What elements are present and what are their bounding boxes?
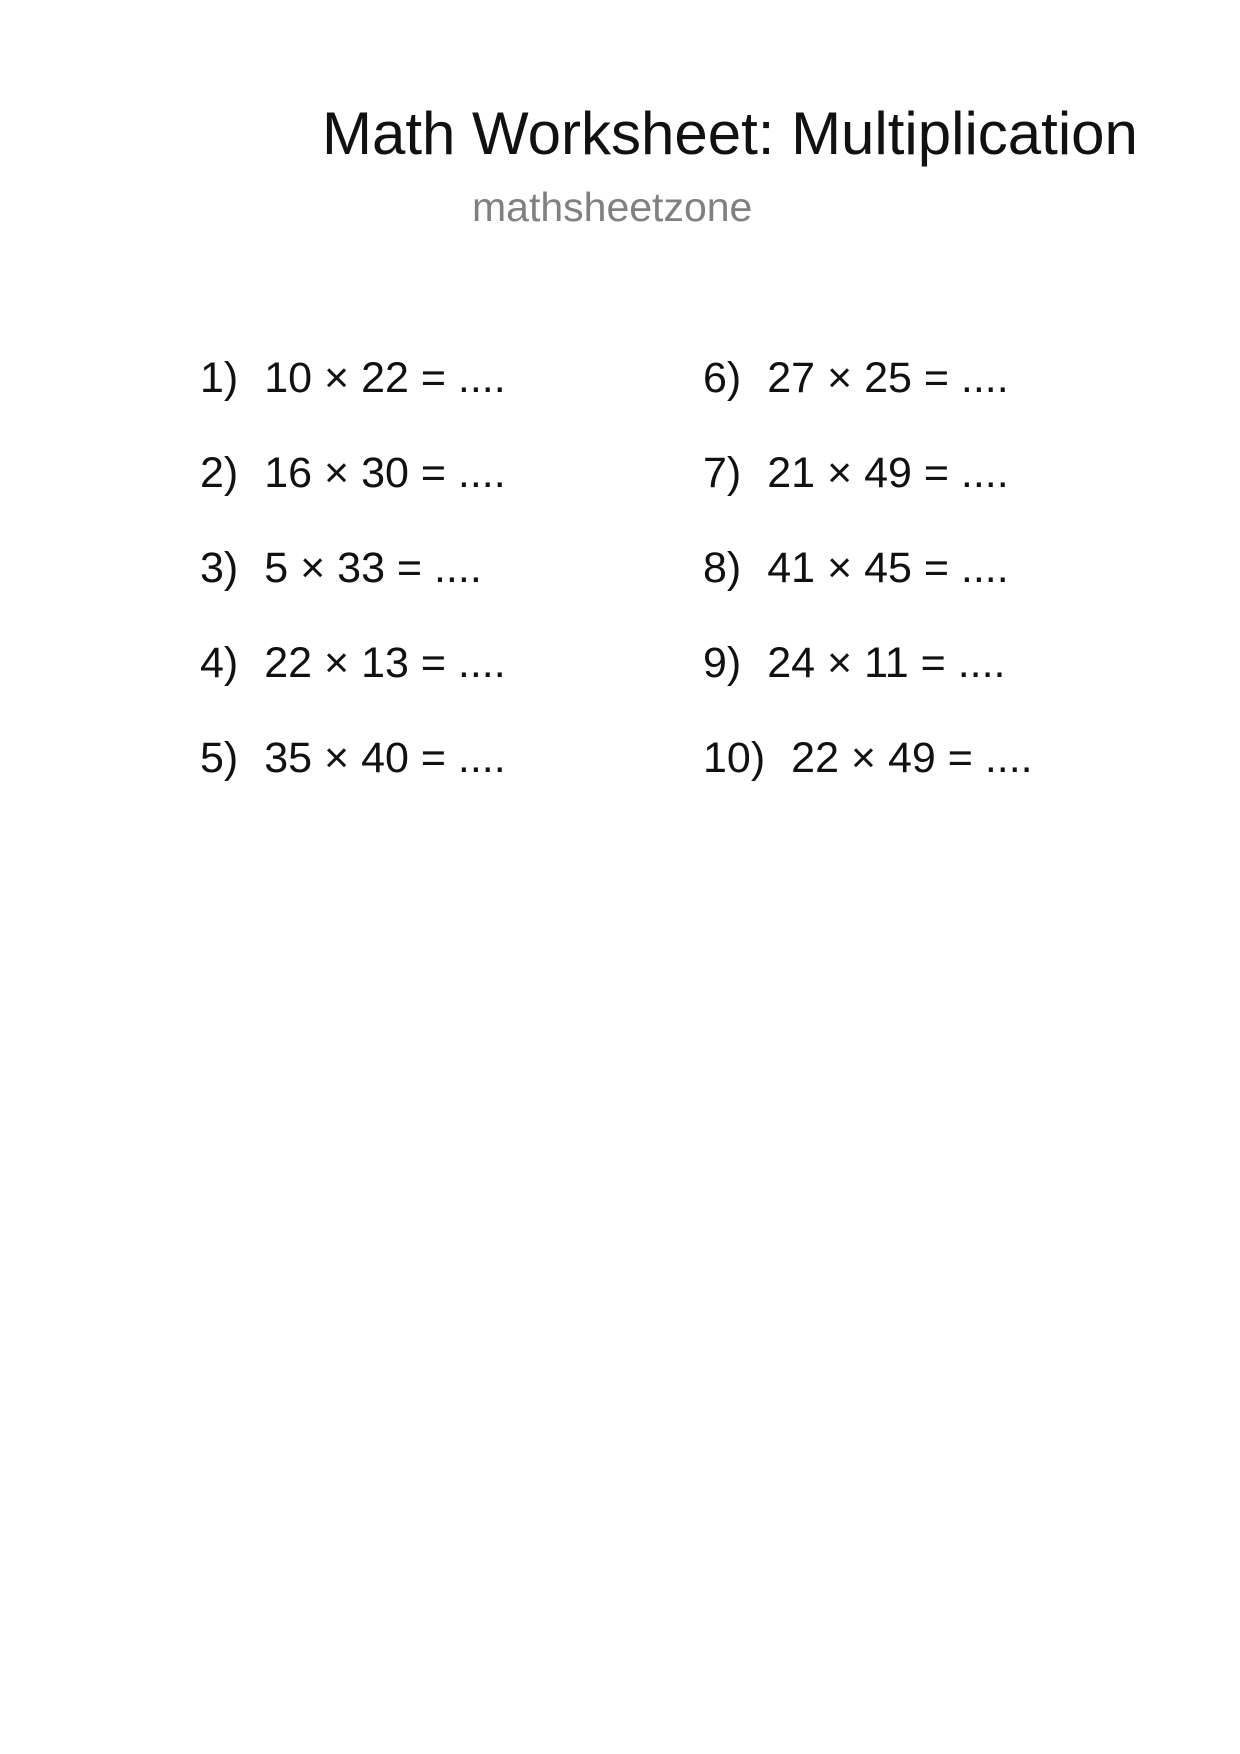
problem-number: 6) xyxy=(703,354,742,402)
problem-number: 7) xyxy=(703,449,742,497)
problem-item xyxy=(703,538,1033,633)
problem-expression: 21 × 49 = .... xyxy=(767,449,1009,497)
problem-number: 9) xyxy=(703,639,742,687)
problem-expression: 22 × 49 = .... xyxy=(791,734,1033,782)
problem-expression: 24 × 11 = .... xyxy=(767,639,1006,687)
problem-item xyxy=(703,348,1033,443)
problem-expression: 41 × 45 = .... xyxy=(767,544,1009,592)
problems-column-right xyxy=(703,348,1033,823)
problem-number: 2) xyxy=(200,449,239,497)
problem-number: 10) xyxy=(703,734,766,782)
page-title: Math Worksheet: Multiplication xyxy=(322,100,1138,167)
problem-item xyxy=(703,443,1033,538)
problem-item xyxy=(200,348,506,443)
problem-expression: 5 × 33 = .... xyxy=(264,544,482,592)
problem-number: 8) xyxy=(703,544,742,592)
problem-expression: 35 × 40 = .... xyxy=(264,734,506,782)
problem-expression: 16 × 30 = .... xyxy=(264,449,506,497)
problem-item xyxy=(703,633,1033,728)
problem-expression: 22 × 13 = .... xyxy=(264,639,506,687)
problem-number: 3) xyxy=(200,544,239,592)
problem-number: 1) xyxy=(200,354,239,402)
problem-item xyxy=(200,633,506,728)
problem-number: 4) xyxy=(200,639,239,687)
problem-expression: 27 × 25 = .... xyxy=(767,354,1009,402)
problems-column-left xyxy=(200,348,506,823)
problem-item xyxy=(703,728,1033,823)
problem-item xyxy=(200,443,506,538)
page-subtitle: mathsheetzone xyxy=(472,184,753,230)
problem-item xyxy=(200,728,506,823)
problem-expression: 10 × 22 = .... xyxy=(264,354,506,402)
problem-number: 5) xyxy=(200,734,239,782)
problem-item xyxy=(200,538,506,633)
